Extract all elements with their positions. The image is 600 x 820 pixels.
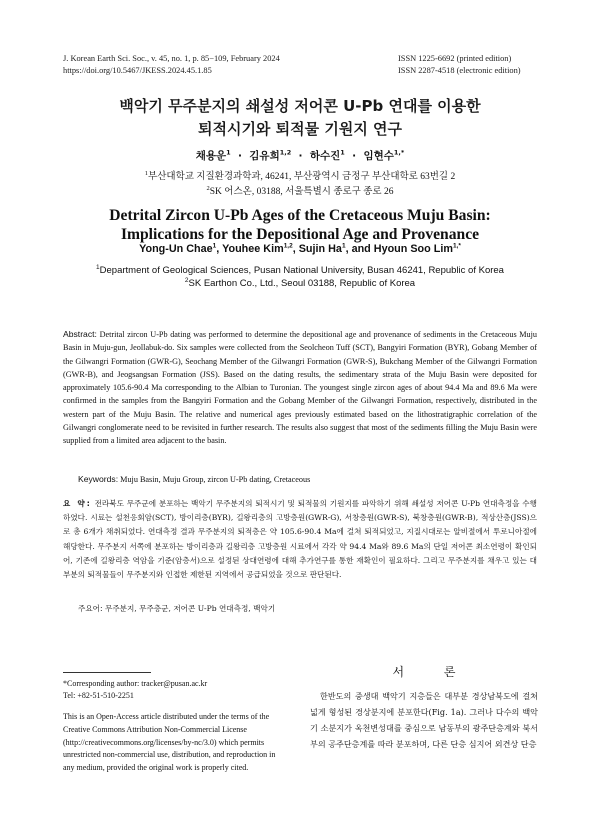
corresponding-email[interactable]: *Corresponding author: tracker@pusan.ac.kr (63, 679, 208, 688)
author-name: Hyoun Soo Lim (373, 243, 453, 255)
affil-mark: 1 (96, 263, 100, 271)
korean-affiliations (0, 170, 600, 200)
footnote-divider (63, 672, 151, 673)
english-authors: Yong-Un Chae$^1$, Youhee Kim$^{1,2}$, Sujin Ha$^1$, and Hyoun Soo Lim$^{1,*}$ (139, 242, 461, 255)
english-title-line: Detrital Zircon U-Pb Ages of the Cretaceous Muju Basin: (109, 207, 491, 224)
korean-title (0, 95, 600, 141)
affil-mark: 2 (206, 184, 210, 192)
korean-title-line: 백악기 무주분지의 쇄설성 저어콘 U-Pb 연대를 이용한 (119, 97, 481, 115)
english-abstract (63, 328, 537, 448)
license-note: This is an Open-Access article distributed under the terms of the Creative Commons Attribution Non-Commercial License (http://creativecommons.org/licenses/by-nc/3.0) which permits unrestricted non-commercial use, distribution, and reproduction in any medium, provided the original work is properly cited. (63, 712, 276, 773)
introduction-text: 한반도의 중생대 백악기 지층들은 대부분 경상남북도에 걸쳐 넓게 형성된 경상분지에 분포한다(Fig. 1a). 그러나 다수의 백악기 소분지가 옥천변성대를 중심으로 남동부의 광주단층계와 북서부의 공주단층계를 따라 분포하며, 다른 단층 심지어 외견상 단층 (310, 691, 538, 749)
author-name: Yong-Un Chae (139, 243, 213, 255)
author-affil-mark: 1 (226, 148, 231, 157)
affiliation-text: 부산대학교 지질환경과학과, 46241, 부산광역시 금정구 부산대학로 63번길 2 (148, 172, 456, 182)
introduction-heading: 서 론 (392, 665, 474, 679)
doi-link[interactable]: https://doi.org/10.5467/JKESS.2024.45.1.85 (63, 66, 212, 75)
author-name: 채용운 (195, 150, 227, 162)
author-affil-mark: 1 (341, 242, 346, 250)
korean-abstract (63, 497, 537, 582)
author-affil-mark: 1,* (452, 242, 461, 250)
english-keywords (78, 474, 538, 484)
english-affiliations (0, 264, 600, 290)
author-separator: · (352, 150, 357, 162)
english-title (0, 206, 600, 244)
author-name: 김유희 (249, 150, 280, 162)
author-name: 임현수 (363, 150, 394, 162)
affiliation-text: SK Earthon Co., Ltd., Seoul 03188, Republic of Korea (188, 278, 416, 289)
korean-abstract-text: 전라북도 무주군에 분포하는 백악기 무주분지의 퇴적시기 및 퇴적물의 기원지를 파악하기 위해 쇄설성 저어콘 U-Pb 연대측정을 수행하였다. 시료는 설천응회암(SCT), 방이리층(BYR), 길왕리층의 고방층원(GWR-G), 서창층원(GWR-S), 북창층원(GWR-B), 적상산층(JSS)으로 총 6개가 채취되었다. 연대측정 결과 무주분지의 퇴적층은 약 105.6-90.4 Ma에 걸쳐 퇴적되었고, 지질시대로는 알비절에서 투로니아절에 해당한다. 무주분지 서쪽에 분포하는 방이리층과 길왕리층 고방층원 시료에서 각각 약 94.4 Ma와 89.6 Ma의 단일 저어콘 최소연령이 확인되어, 기존에 길왕리층 역암을 기준(암층서)으로 설정된 상대연령에 대해 추가연구를 통한 재확인이 필요하다. 그리고 무주분지를 채우고 있는 대부분의 퇴적물들이 무주분지와 인접한 제한된 지역에서 공급되었을 것으로 판단된다. (63, 499, 537, 580)
korean-authors (0, 148, 600, 163)
author-name: 하수진 (309, 150, 341, 162)
korean-abstract-label: 요 약: (63, 499, 92, 508)
affiliation (0, 277, 600, 290)
author-separator: · (237, 150, 242, 162)
issn-electronic: ISSN 2287-4518 (electronic edition) (398, 66, 521, 75)
corresponding-tel: Tel: +82-51-510-2251 (63, 690, 134, 700)
author-affil-mark: 1,* (393, 148, 405, 157)
author-affil-mark: 1 (212, 242, 217, 250)
affil-mark: 2 (184, 276, 189, 284)
author-conjunction: and (351, 243, 371, 255)
abstract-label: Abstract: (63, 329, 97, 339)
author-name: Sujin Ha (298, 243, 342, 255)
keywords-label: Keywords: (78, 474, 119, 484)
english-title-line: Implications for the Depositional Age and Provenance (120, 226, 480, 243)
author-affil-mark: 1,2 (283, 242, 293, 250)
affiliation (0, 264, 600, 277)
affiliation-text: Department of Geological Sciences, Pusan National University, Busan 46241, Republic of Korea (99, 265, 504, 276)
abstract-text: Detrital zircon U-Pb dating was performed to determine the depositional age and provenance of sediments in the Cretaceous Muju Basin in Muju-gun, Jeollabuk-do. Six samples were collected from the Seolcheon Tuff (SCT), Bangyiri Formation (BYR), Gobang Member of the Gilwangri Formation (GWR-G), Seochang Member of the Gilwangri Formation (GWR-S), Bukchang Member of the Gilwangri Formation (GWR-B), and Jeogsangsan Formation (JSS). Based on the dating results, the sedimentary strata of the Muju Basin were deposited for approximately 105.6-90.4 Ma corresponding to the Albian to Turonian. The youngest single zircon ages of about 94.4 Ma and 89.6 Ma were confirmed in the samples from the Bangyiri Formation and the Gobang Member of the Gilwangri Formation, respectively, distributed in the western part of the Muju Basin. The relative and numerical ages previously estimated based on the lithostratigraphic correlation of the Gilwangri conglomerate need to be revisited in further research. The results also suggest that most of the sediments filling the Muju Basin were supplied from a limited area adjacent to the basin. (63, 330, 538, 446)
korean-keywords-label: 주요어: (78, 604, 103, 613)
keywords-text: Muju Basin, Muju Group, zircon U-Pb dating, Cretaceous (120, 475, 311, 484)
corresponding-author (63, 678, 293, 701)
affiliation-text: SK 어스온, 03188, 서울특별시 종로구 종로 26 (209, 187, 394, 197)
author-name: Youhee Kim (222, 243, 284, 255)
korean-title-line: 퇴적시기와 퇴적물 기원지 연구 (197, 120, 403, 138)
affiliation (0, 170, 600, 185)
affil-mark: 1 (144, 169, 149, 177)
author-affil-mark: 1 (340, 148, 345, 157)
journal-line: J. Korean Earth Sci. Soc., v. 45, no. 1, p. 85−109, February 2024 (63, 54, 280, 63)
author-affil-mark: 1,2 (279, 148, 292, 157)
author-separator: · (298, 150, 303, 162)
affiliation (0, 185, 600, 200)
issn-print: ISSN 1225-6692 (printed edition) (398, 54, 512, 63)
journal-citation (63, 53, 280, 77)
korean-keywords-text: 무주분지, 무주층군, 저어콘 U-Pb 연대측정, 백악기 (105, 604, 276, 613)
issn-block (398, 53, 521, 77)
korean-keywords (78, 603, 538, 614)
